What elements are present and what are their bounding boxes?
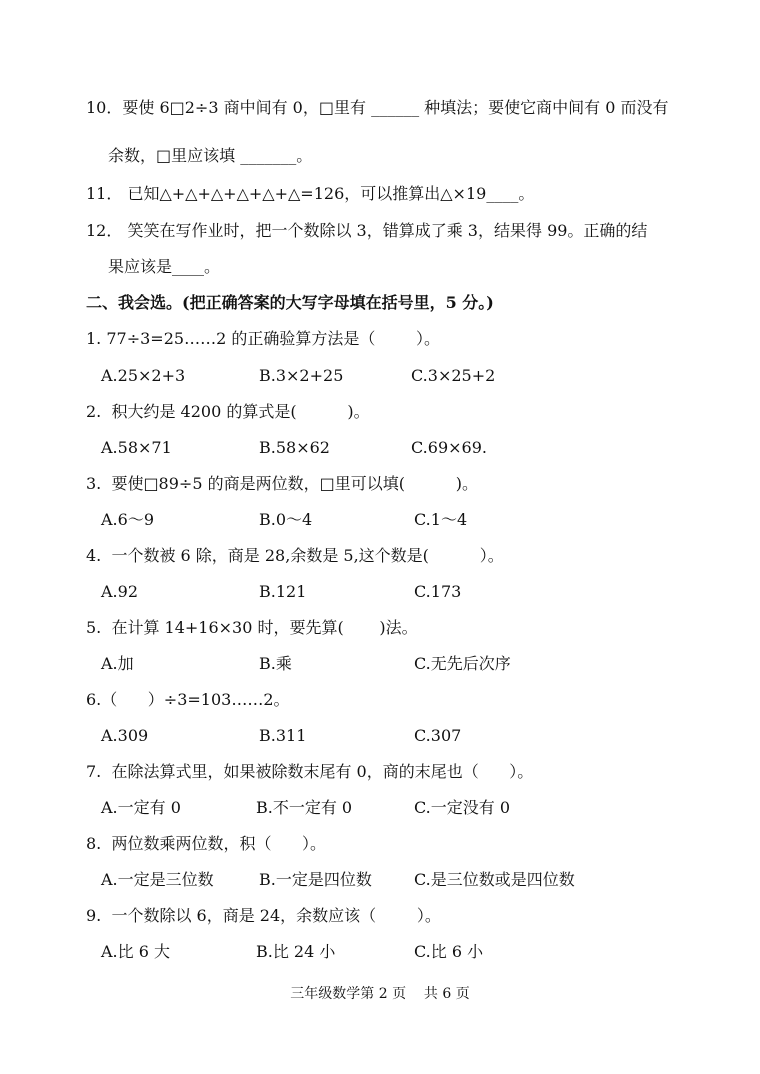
choice-2-option-a: A.58×71 [101,438,172,457]
choice-4-option-a: A.92 [101,582,138,601]
choice-question-4: 4. 一个数被 6 除，商是 28,余数是 5,这个数是( ）。 [86,546,504,565]
page-footer: 三年级数学第 2 页 共 6 页 [290,986,470,1002]
choice-4-option-b: B.121 [259,582,307,601]
choice-question-8: 8. 两位数乘两位数，积（ ）。 [86,834,326,853]
choice-6-option-a: A.309 [101,726,149,745]
choice-6-option-c: C.307 [414,726,462,745]
choice-3-option-c: C.1～4 [414,510,468,529]
question-11: 11． 已知△+△+△+△+△+△=126，可以推算出△×19____。 [86,184,535,203]
choice-question-7: 7. 在除法算式里，如果被除数末尾有 0，商的末尾也（ ）。 [86,762,534,781]
choice-1-option-b: B.3×2+25 [259,366,344,385]
choice-question-2: 2. 积大约是 4200 的算式是( )。 [86,402,370,421]
question-12-line-1: 12． 笑笑在写作业时，把一个数除以 3，错算成了乘 3，结果得 99。正确的结 [86,221,648,240]
choice-8-option-c: C.是三位数或是四位数 [414,870,575,889]
choice-7-option-b: B.不一定有 0 [256,798,353,817]
choice-7-option-c: C.一定没有 0 [414,798,511,817]
choice-5-option-c: C.无先后次序 [414,654,511,673]
choice-question-3: 3. 要使□89÷5 的商是两位数，□里可以填( )。 [86,474,479,493]
choice-2-option-b: B.58×62 [259,438,330,457]
choice-8-option-b: B.一定是四位数 [259,870,372,889]
choice-3-option-a: A.6～9 [101,510,155,529]
choice-question-9: 9. 一个数除以 6，商是 24，余数应该（ ）。 [86,906,441,925]
choice-5-option-a: A.加 [101,654,134,673]
choice-question-5: 5. 在计算 14+16×30 时，要先算( )法。 [86,618,418,637]
choice-4-option-c: C.173 [414,582,462,601]
choice-question-1: 1. 77÷3=25……2 的正确验算方法是（ ）。 [86,329,441,348]
section-2-title: 二、我会选。(把正确答案的大写字母填在括号里，5 分。) [86,293,494,312]
choice-9-option-b: B.比 24 小 [256,942,336,961]
question-10-line-1: 10．要使 6□2÷3 商中间有 0，□里有 ______ 种填法；要使它商中间有 0 而没有 [86,98,669,117]
choice-7-option-a: A.一定有 0 [101,798,181,817]
question-10-line-2: 余数，□里应该填 _______。 [108,146,313,165]
choice-5-option-b: B.乘 [259,654,292,673]
choice-question-6: 6.（ ）÷3=103……2。 [86,690,290,709]
choice-6-option-b: B.311 [259,726,307,745]
choice-2-option-c: C.69×69. [411,438,487,457]
choice-8-option-a: A.一定是三位数 [101,870,214,889]
choice-9-option-a: A.比 6 大 [101,942,170,961]
choice-3-option-b: B.0～4 [259,510,313,529]
choice-1-option-c: C.3×25+2 [411,366,496,385]
choice-9-option-c: C.比 6 小 [414,942,484,961]
question-12-line-2: 果应该是____。 [108,257,221,276]
choice-1-option-a: A.25×2+3 [101,366,186,385]
